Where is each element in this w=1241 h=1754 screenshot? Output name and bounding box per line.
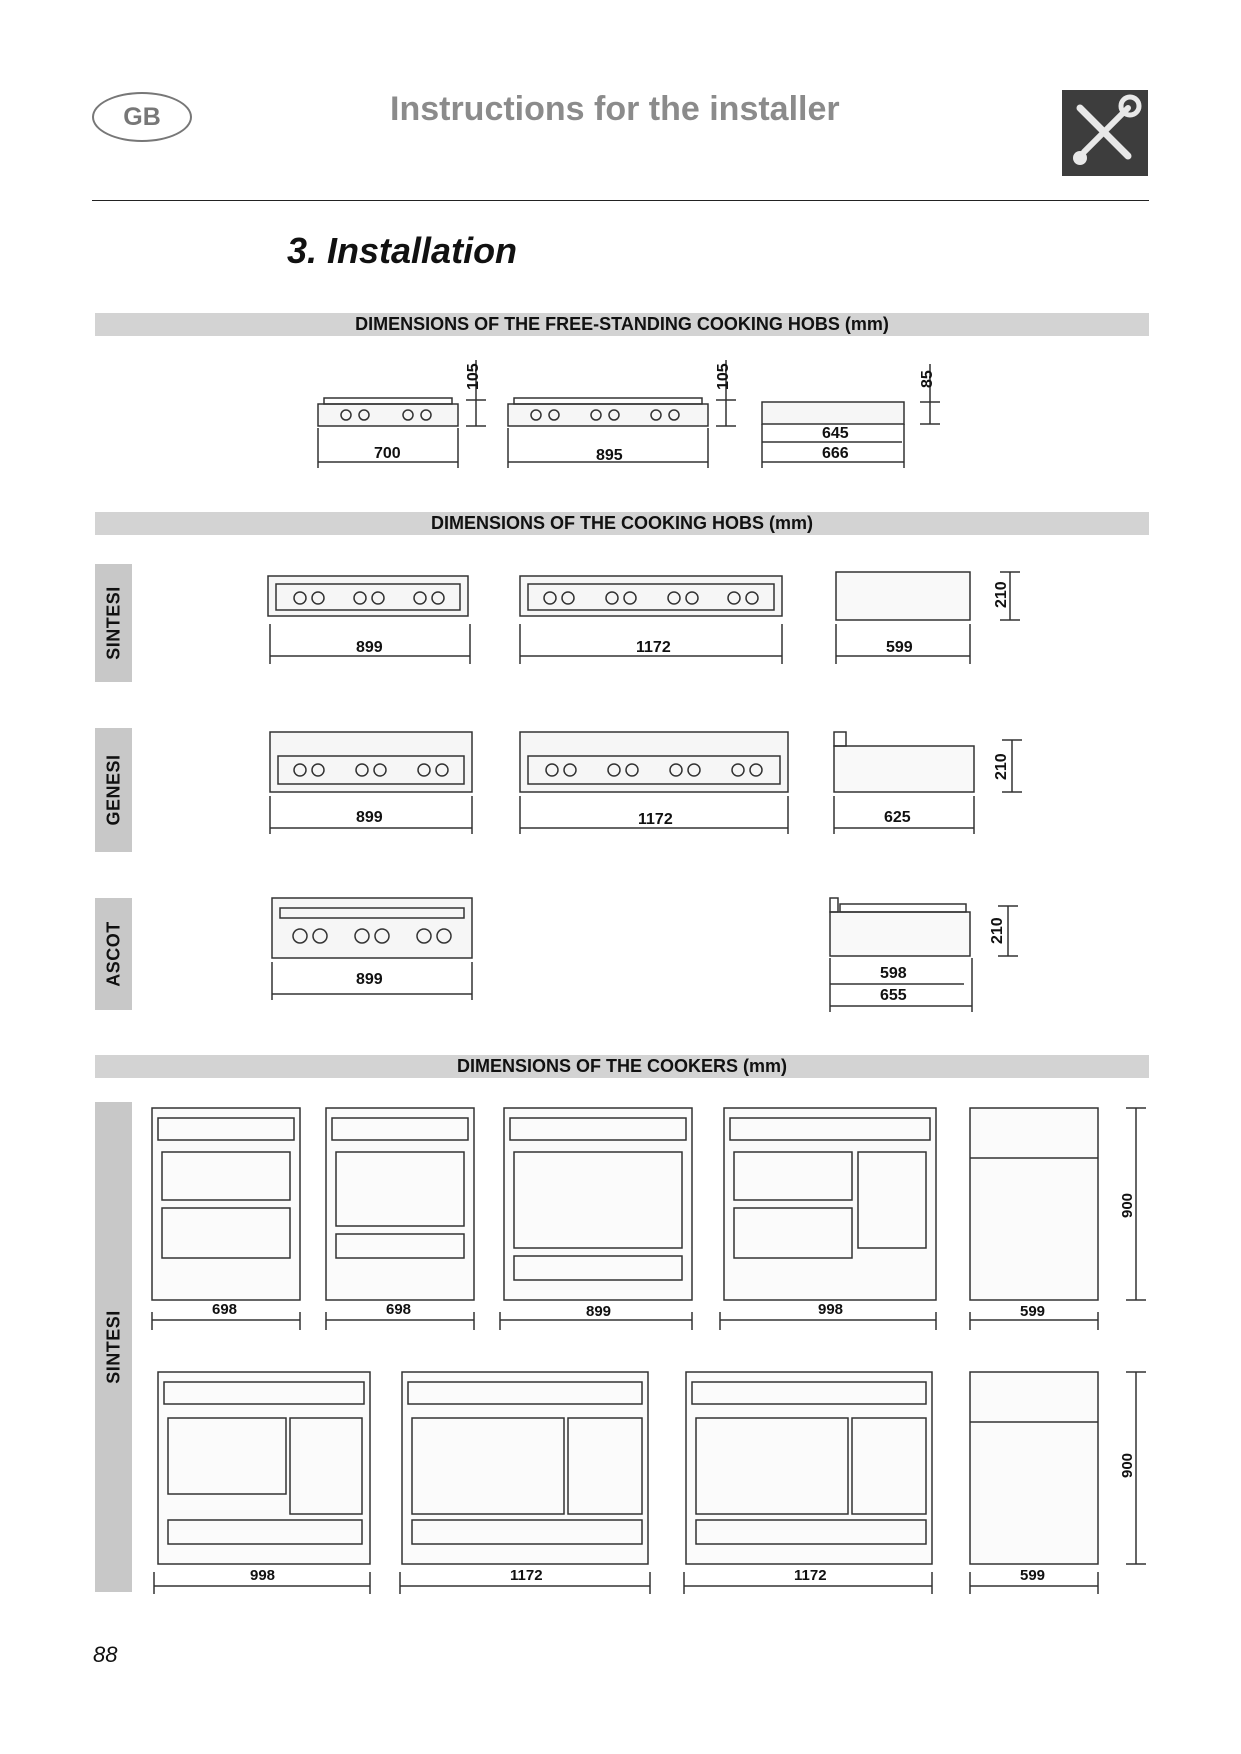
free-standing-hobs-heading: DIMENSIONS OF THE FREE-STANDING COOKING HOBS (mm): [95, 313, 1149, 336]
cooker-698-b: [326, 1108, 474, 1330]
cookers-heading: DIMENSIONS OF THE COOKERS (mm): [95, 1055, 1149, 1078]
page-number: 88: [93, 1642, 118, 1667]
sidebar-genesi: [95, 728, 132, 852]
sidebar-genesi-label: GENESI: [103, 754, 123, 826]
sidebar-ascot-label: ASCOT: [103, 921, 123, 987]
section-title: 3. Installation: [287, 230, 518, 271]
cooker-1172-b: [684, 1372, 932, 1594]
dim-cooker-698-b: 698: [386, 1301, 412, 1318]
dim-genesi-1172: 1172: [638, 811, 673, 828]
dim-cooker-900-a: 900: [1119, 1192, 1136, 1218]
dim-fs-85: 85: [919, 370, 936, 388]
cooker-998-a: [720, 1108, 936, 1330]
genesi-hob-side: [834, 732, 1022, 834]
dim-cooker-1172-a: 1172: [510, 1567, 543, 1584]
dim-ascot-655: 655: [880, 987, 907, 1004]
sidebar-cookers-label: SINTESI: [103, 1310, 123, 1384]
cooker-side-599-b: [970, 1372, 1146, 1594]
language-badge-label: GB: [123, 102, 161, 131]
dim-fs-700: 700: [374, 445, 401, 462]
dim-genesi-625: 625: [884, 809, 911, 826]
sidebar-sintesi: [95, 564, 132, 682]
dim-ascot-598: 598: [880, 965, 907, 982]
dim-sintesi-210: 210: [993, 581, 1010, 608]
cooker-899: [500, 1108, 692, 1330]
cooker-1172-a: [400, 1372, 650, 1594]
dim-cooker-899: 899: [586, 1303, 612, 1320]
dim-cooker-998-a: 998: [818, 1301, 844, 1318]
cooking-hobs-heading: DIMENSIONS OF THE COOKING HOBS (mm): [95, 512, 1149, 535]
dim-sintesi-899: 899: [356, 639, 383, 656]
dim-sintesi-1172: 1172: [636, 639, 671, 656]
dim-cooker-599-a: 599: [1020, 1303, 1046, 1320]
sidebar-cookers-sintesi: [95, 1102, 132, 1592]
cooker-side-599-a: [970, 1108, 1146, 1330]
dim-cooker-1172-b: 1172: [794, 1567, 827, 1584]
dim-fs-645: 645: [822, 425, 849, 442]
dim-genesi-899: 899: [356, 809, 383, 826]
sidebar-ascot: [95, 898, 132, 1010]
dim-fs-105-a: 105: [465, 363, 482, 390]
free-standing-hob-side: [762, 364, 940, 468]
dim-cooker-599-b: 599: [1020, 1567, 1046, 1584]
dim-cooker-698-a: 698: [212, 1301, 238, 1318]
cooker-998-b: [154, 1372, 370, 1594]
dim-fs-666: 666: [822, 445, 849, 462]
dim-cooker-998-b: 998: [250, 1567, 276, 1584]
dim-fs-105-b: 105: [715, 363, 732, 390]
dim-ascot-899: 899: [356, 971, 383, 988]
cooker-698-a: [152, 1108, 300, 1330]
dim-sintesi-599: 599: [886, 639, 913, 656]
page-header-title: Instructions for the installer: [390, 90, 840, 128]
dim-fs-895: 895: [596, 447, 623, 464]
dim-cooker-900-b: 900: [1119, 1452, 1136, 1478]
ascot-hob-side: [830, 898, 1018, 1012]
dim-ascot-210: 210: [989, 917, 1006, 944]
sidebar-sintesi-label: SINTESI: [103, 586, 123, 660]
free-standing-hob-700: [318, 360, 486, 468]
dim-genesi-210: 210: [993, 753, 1010, 780]
